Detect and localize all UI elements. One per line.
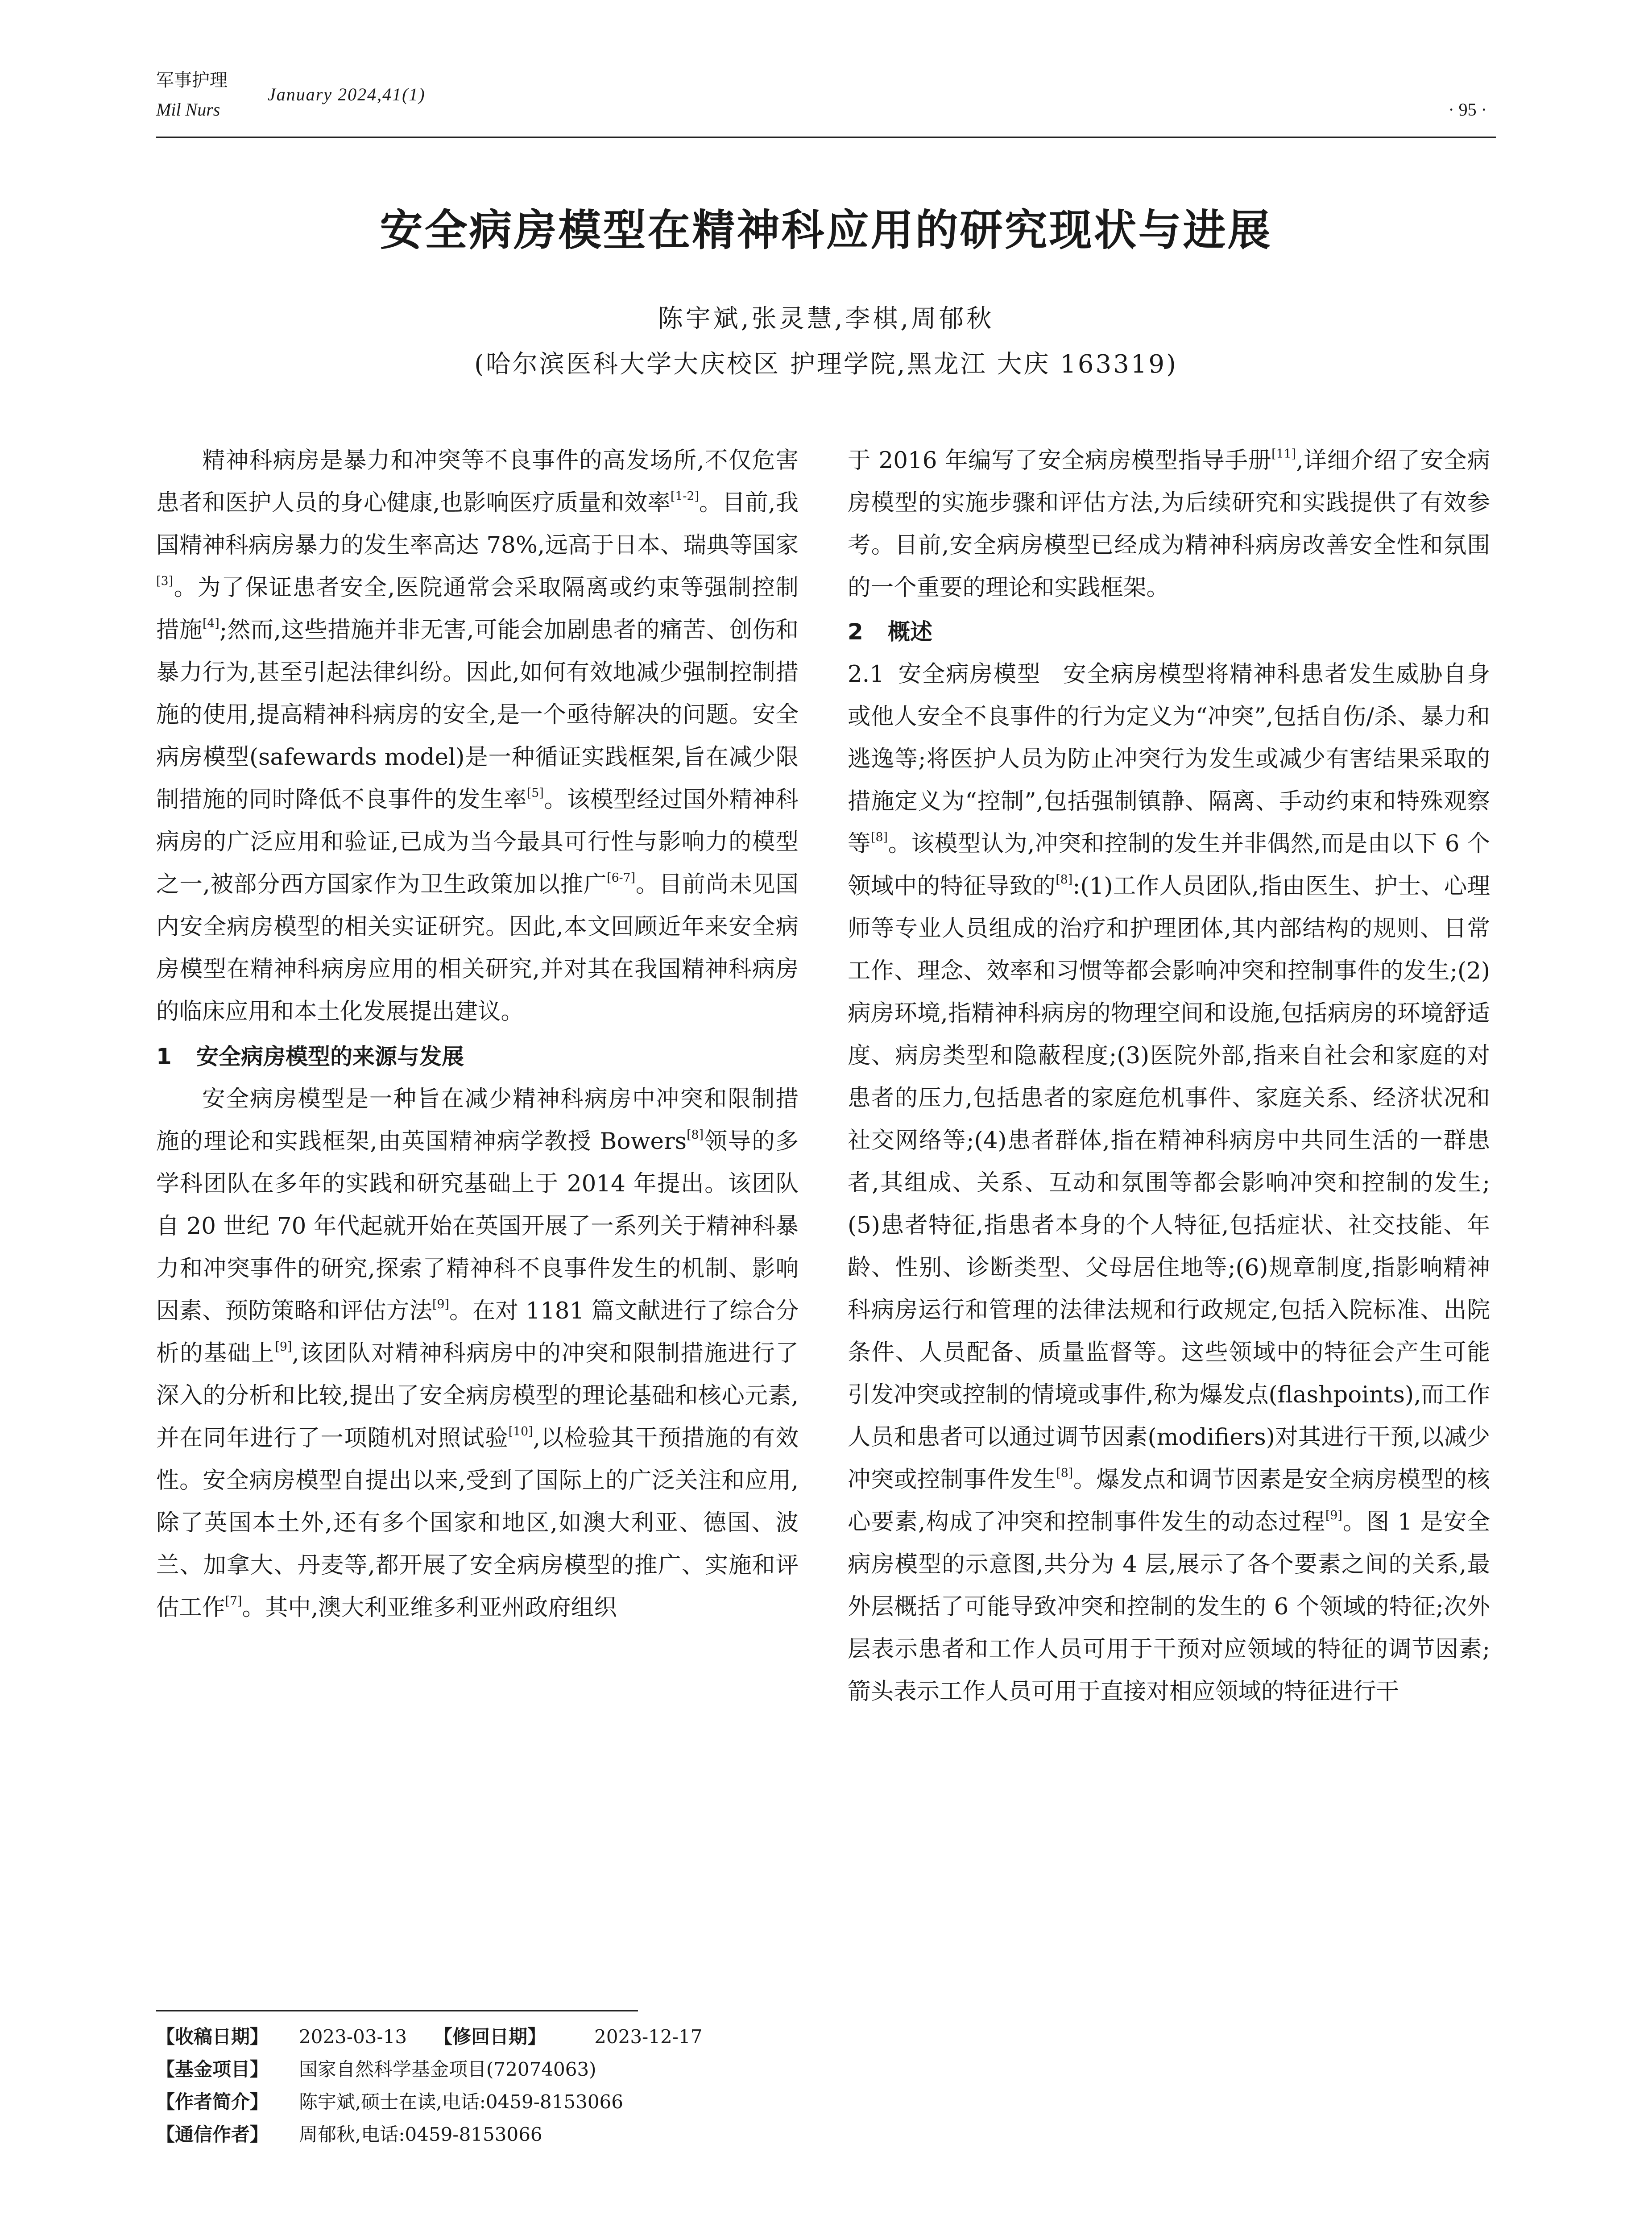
citation[interactable]: [8] <box>871 830 888 845</box>
intro-paragraph: 精神科病房是暴力和冲突等不良事件的高发场所,不仅危害患者和医护人员的身心健康,也影响医疗质量和效率[1-2]。目前,我国精神科病房暴力的发生率高达 78%,远高于日本、瑞典等国家[3]。为了保证患者安全,医院通常会采取隔离或约束等强制控制措施[4];然而,这些措施并非无害,可能会加剧患者的痛苦、创伤和暴力行为,甚至引起法律纠纷。因此,如何有效地减少强制控制措施的使用,提高精神科病房的安全,是一个亟待解决的问题。安全病房模型(safewards model)是一种循证实践框架,旨在减少限制措施的同时降低不良事件的发生率[5]。该模型经过国外精神科病房的广泛应用和验证,已成为当今最具可行性与影响力的模型之一,被部分西方国家作为卫生政策加以推广[6-7]。目前尚未见国内安全病房模型的相关实证研究。因此,本文回顾近年来安全病房模型在精神科病房应用的相关研究,并对其在我国精神科病房的临床应用和本土化发展提出建议。 <box>156 447 799 1025</box>
article-title: 安全病房模型在精神科应用的研究现状与进展 <box>380 205 1272 255</box>
citation[interactable]: [3] <box>156 574 173 589</box>
citation[interactable]: [9] <box>1325 1509 1342 1523</box>
right-column <box>848 440 1490 1713</box>
issue-info: January 2024,41(1) <box>268 84 426 104</box>
citation[interactable]: [9] <box>275 1340 292 1354</box>
footnote-fund: 【基金项目】 国家自然科学基金项目(72074063) <box>156 2058 596 2080</box>
journal-name-en: Mil Nurs <box>156 100 220 120</box>
section-heading-1: 1 安全病房模型的来源与发展 <box>156 1044 464 1070</box>
citation[interactable]: [10] <box>508 1425 533 1439</box>
section1-paragraph: 安全病房模型是一种旨在减少精神科病房中冲突和限制措施的理论和实践框架,由英国精神病学教授 Bowers[8]领导的多学科团队在多年的实践和研究基础上于 2014 年提出。该团队自 20 世纪 70 年代起就开始在英国开展了一系列关于精神科暴力和冲突事件的研究,探索了精神科不良事件发生的机制、影响因素、预防策略和评估方法[9]。在对 1181 篇文献进行了综合分析的基础上[9],该团队对精神科病房中的冲突和限制措施进行了深入的分析和比较,提出了安全病房模型的理论基础和核心元素,并在同年进行了一项随机对照试验[10],以检验其干预措施的有效性。安全病房模型自提出以来,受到了国际上的广泛关注和应用,除了英国本土外,还有多个国家和地区,如澳大利亚、德国、波兰、加拿大、丹麦等,都开展了安全病房模型的推广、实施和评估工作[7]。其中,澳大利亚维多利亚州政府组织 <box>156 1086 799 1621</box>
citation[interactable]: [9] <box>432 1298 449 1312</box>
article-affiliation: (哈尔滨医科大学大庆校区 护理学院,黑龙江 大庆 163319) <box>474 350 1178 379</box>
subsection-title: 安全病房模型 <box>897 661 1041 688</box>
citation[interactable]: [4] <box>202 617 219 631</box>
citation[interactable]: [8] <box>1056 873 1073 887</box>
citation[interactable]: [7] <box>225 1594 242 1609</box>
footnote-dates: 【收稿日期】 2023-03-13 【修回日期】 2023-12-17 <box>156 2026 703 2048</box>
subsection-number: 2.1 <box>848 661 884 688</box>
article-authors: 陈宇斌,张灵慧,李棋,周郁秋 <box>658 304 994 333</box>
footnotes <box>156 2020 816 2151</box>
journal-name-cn: 军事护理 <box>156 70 228 91</box>
footnote-author: 【作者简介】 陈宇斌,硕士在读,电话:0459-8153066 <box>156 2091 623 2113</box>
continued-paragraph: 于 2016 年编写了安全病房模型指导手册[11],详细介绍了安全病房模型的实施步骤和评估方法,为后续研究和实践提供了有效参考。目前,安全病房模型已经成为精神科病房改善安全性和氛围的一个重要的理论和实践框架。 <box>848 447 1490 601</box>
page-number: · 95 · <box>1448 100 1487 120</box>
citation[interactable]: [6-7] <box>607 871 636 885</box>
citation[interactable]: [8] <box>1056 1466 1073 1480</box>
citation[interactable]: [8] <box>687 1128 704 1142</box>
left-column <box>156 440 799 1629</box>
header-divider <box>156 137 1496 138</box>
footnote-correspondence: 【通信作者】 周郁秋,电话:0459-8153066 <box>156 2123 542 2145</box>
section-heading-2: 2 概述 <box>848 619 932 645</box>
citation[interactable]: [11] <box>1271 447 1296 461</box>
citation[interactable]: [1-2] <box>670 489 699 504</box>
footnote-divider <box>156 2010 638 2011</box>
subsection-paragraph: 2.1 安全病房模型 安全病房模型将精神科患者发生威胁自身或他人安全不良事件的行为定义为“冲突”,包括自伤/杀、暴力和逃逸等;将医护人员为防止冲突行为发生或减少有害结果采取的措施定义为“控制”,包括强制镇静、隔离、手动约束和特殊观察等[8]。该模型认为,冲突和控制的发生并非偶然,而是由以下 6 个领域中的特征导致的[8]:(1)工作人员团队,指由医生、护士、心理师等专业人员组成的治疗和护理团体,其内部结构的规则、日常工作、理念、效率和习惯等都会影响冲突和控制事件的发生;(2)病房环境,指精神科病房的物理空间和设施,包括病房的环境舒适度、病房类型和隐蔽程度;(3)医院外部,指来自社会和家庭的对患者的压力,包括患者的家庭危机事件、家庭关系、经济状况和社交网络等;(4)患者群体,指在精神科病房中共同生活的一群患者,其组成、关系、互动和氛围等都会影响冲突和控制的发生;(5)患者特征,指患者本身的个人特征,包括症状、社交技能、年龄、性别、诊断类型、父母居住地等;(6)规章制度,指影响精神科病房运行和管理的法律法规和行政规定,包括入院标准、出院条件、人员配备、质量监督等。这些领域中的特征会产生可能引发冲突或控制的情境或事件,称为爆发点(flashpoints),而工作人员和患者可以通过调节因素(modifiers)对其进行干预,以减少冲突或控制事件发生[8]。爆发点和调节因素是安全病房模型的核心要素,构成了冲突和控制事件发生的动态过程[9]。图 1 是安全病房模型的示意图,共分为 4 层,展示了各个要素之间的关系,最外层概括了可能导致冲突和控制的发生的 6 个领域的特征;次外层表示患者和工作人员可用于干预对应领域的特征的调节因素;箭头表示工作人员可用于直接对相应领域的特征进行干 <box>848 653 1490 1713</box>
citation[interactable]: [5] <box>526 786 544 800</box>
